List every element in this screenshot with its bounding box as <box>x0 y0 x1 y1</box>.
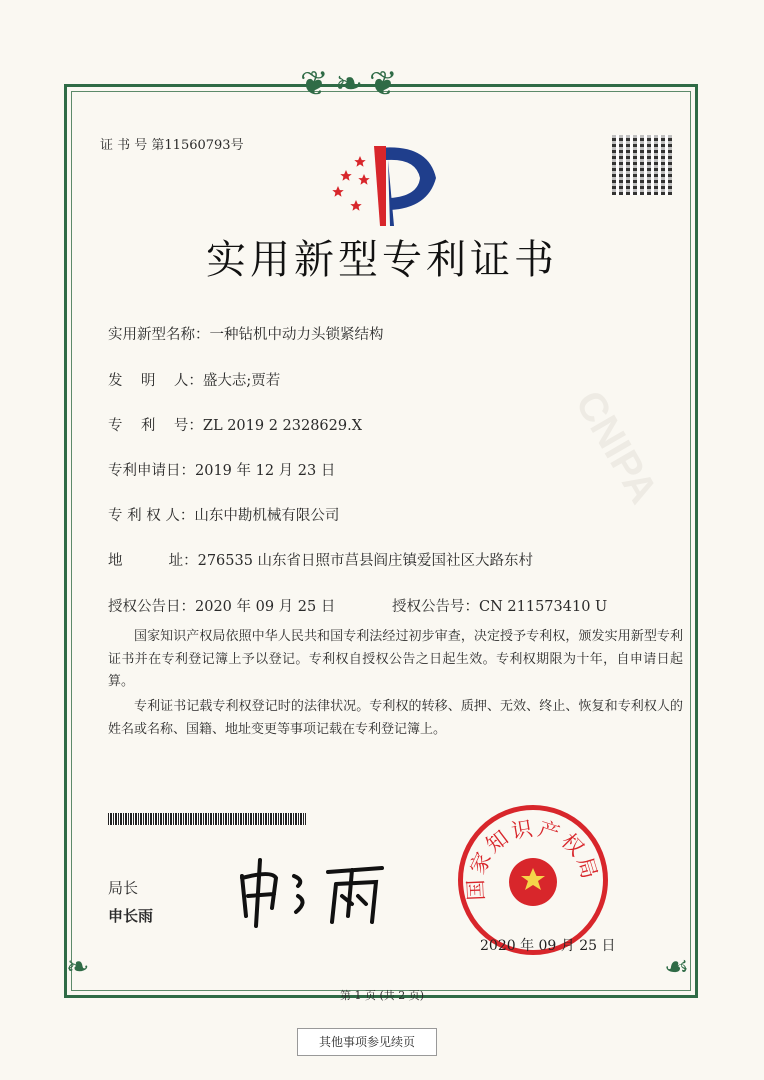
field-address: 地 址：276535 山东省日照市莒县阎庄镇爱国社区大路东村 <box>108 553 534 569</box>
paragraph: 专利证书记载专利权登记时的法律状况。专利权的转移、质押、无效、终止、恢复和专利权人的姓名或名称、国籍、地址变更等事项记载在专利登记簿上。 <box>108 699 683 737</box>
seal-date: 2020 年 09 月 25 日 <box>480 938 616 954</box>
field-grant-date: 授权公告日：2020 年 09 月 25 日 <box>108 599 336 615</box>
signatory-name: 申长雨 <box>108 907 154 925</box>
field-name: 实用新型名称：一种钻机中动力头锁紧结构 <box>108 327 384 343</box>
watermark: CNIPA <box>566 383 666 511</box>
field-application-date: 专利申请日：2019 年 12 月 23 日 <box>108 463 336 479</box>
signatory-title: 局长 <box>108 879 139 897</box>
official-seal <box>458 805 608 955</box>
field-inventor: 发 明 人：盛大志;贾若 <box>108 373 281 389</box>
qr-code <box>612 135 672 195</box>
seal-text: 国家知识产权局 <box>463 815 603 902</box>
page-title: 实用新型专利证书 <box>206 237 558 283</box>
corner-ornament-icon: ☙ <box>664 950 690 983</box>
paragraph: 国家知识产权局依照中华人民共和国专利法经过初步审查，决定授予专利权，颁发实用新型专利证书并在专利登记簿上予以登记。专利权自授权公告之日起生效。专利权期限为十年，自申请日起算。 <box>108 629 683 689</box>
cnipa-logo-icon <box>328 138 440 228</box>
barcode <box>108 813 306 825</box>
field-announcement-number: 授权公告号：CN 211573410 U <box>392 599 608 615</box>
field-patentee: 专 利 权 人：山东中勘机械有限公司 <box>108 508 340 524</box>
certificate-number: 证 书 号 第11560793号 <box>100 138 244 153</box>
signature <box>232 856 392 928</box>
page-indicator: 第 1 页 (共 2 页) <box>339 989 425 1002</box>
field-patent-number: 专 利 号：ZL 2019 2 2328629.X <box>108 418 363 434</box>
top-ornament-icon: ❦❧❦ <box>300 64 404 104</box>
corner-ornament-icon: ❧ <box>66 950 90 983</box>
continuation-note: 其他事项参见续页 <box>297 1028 437 1056</box>
